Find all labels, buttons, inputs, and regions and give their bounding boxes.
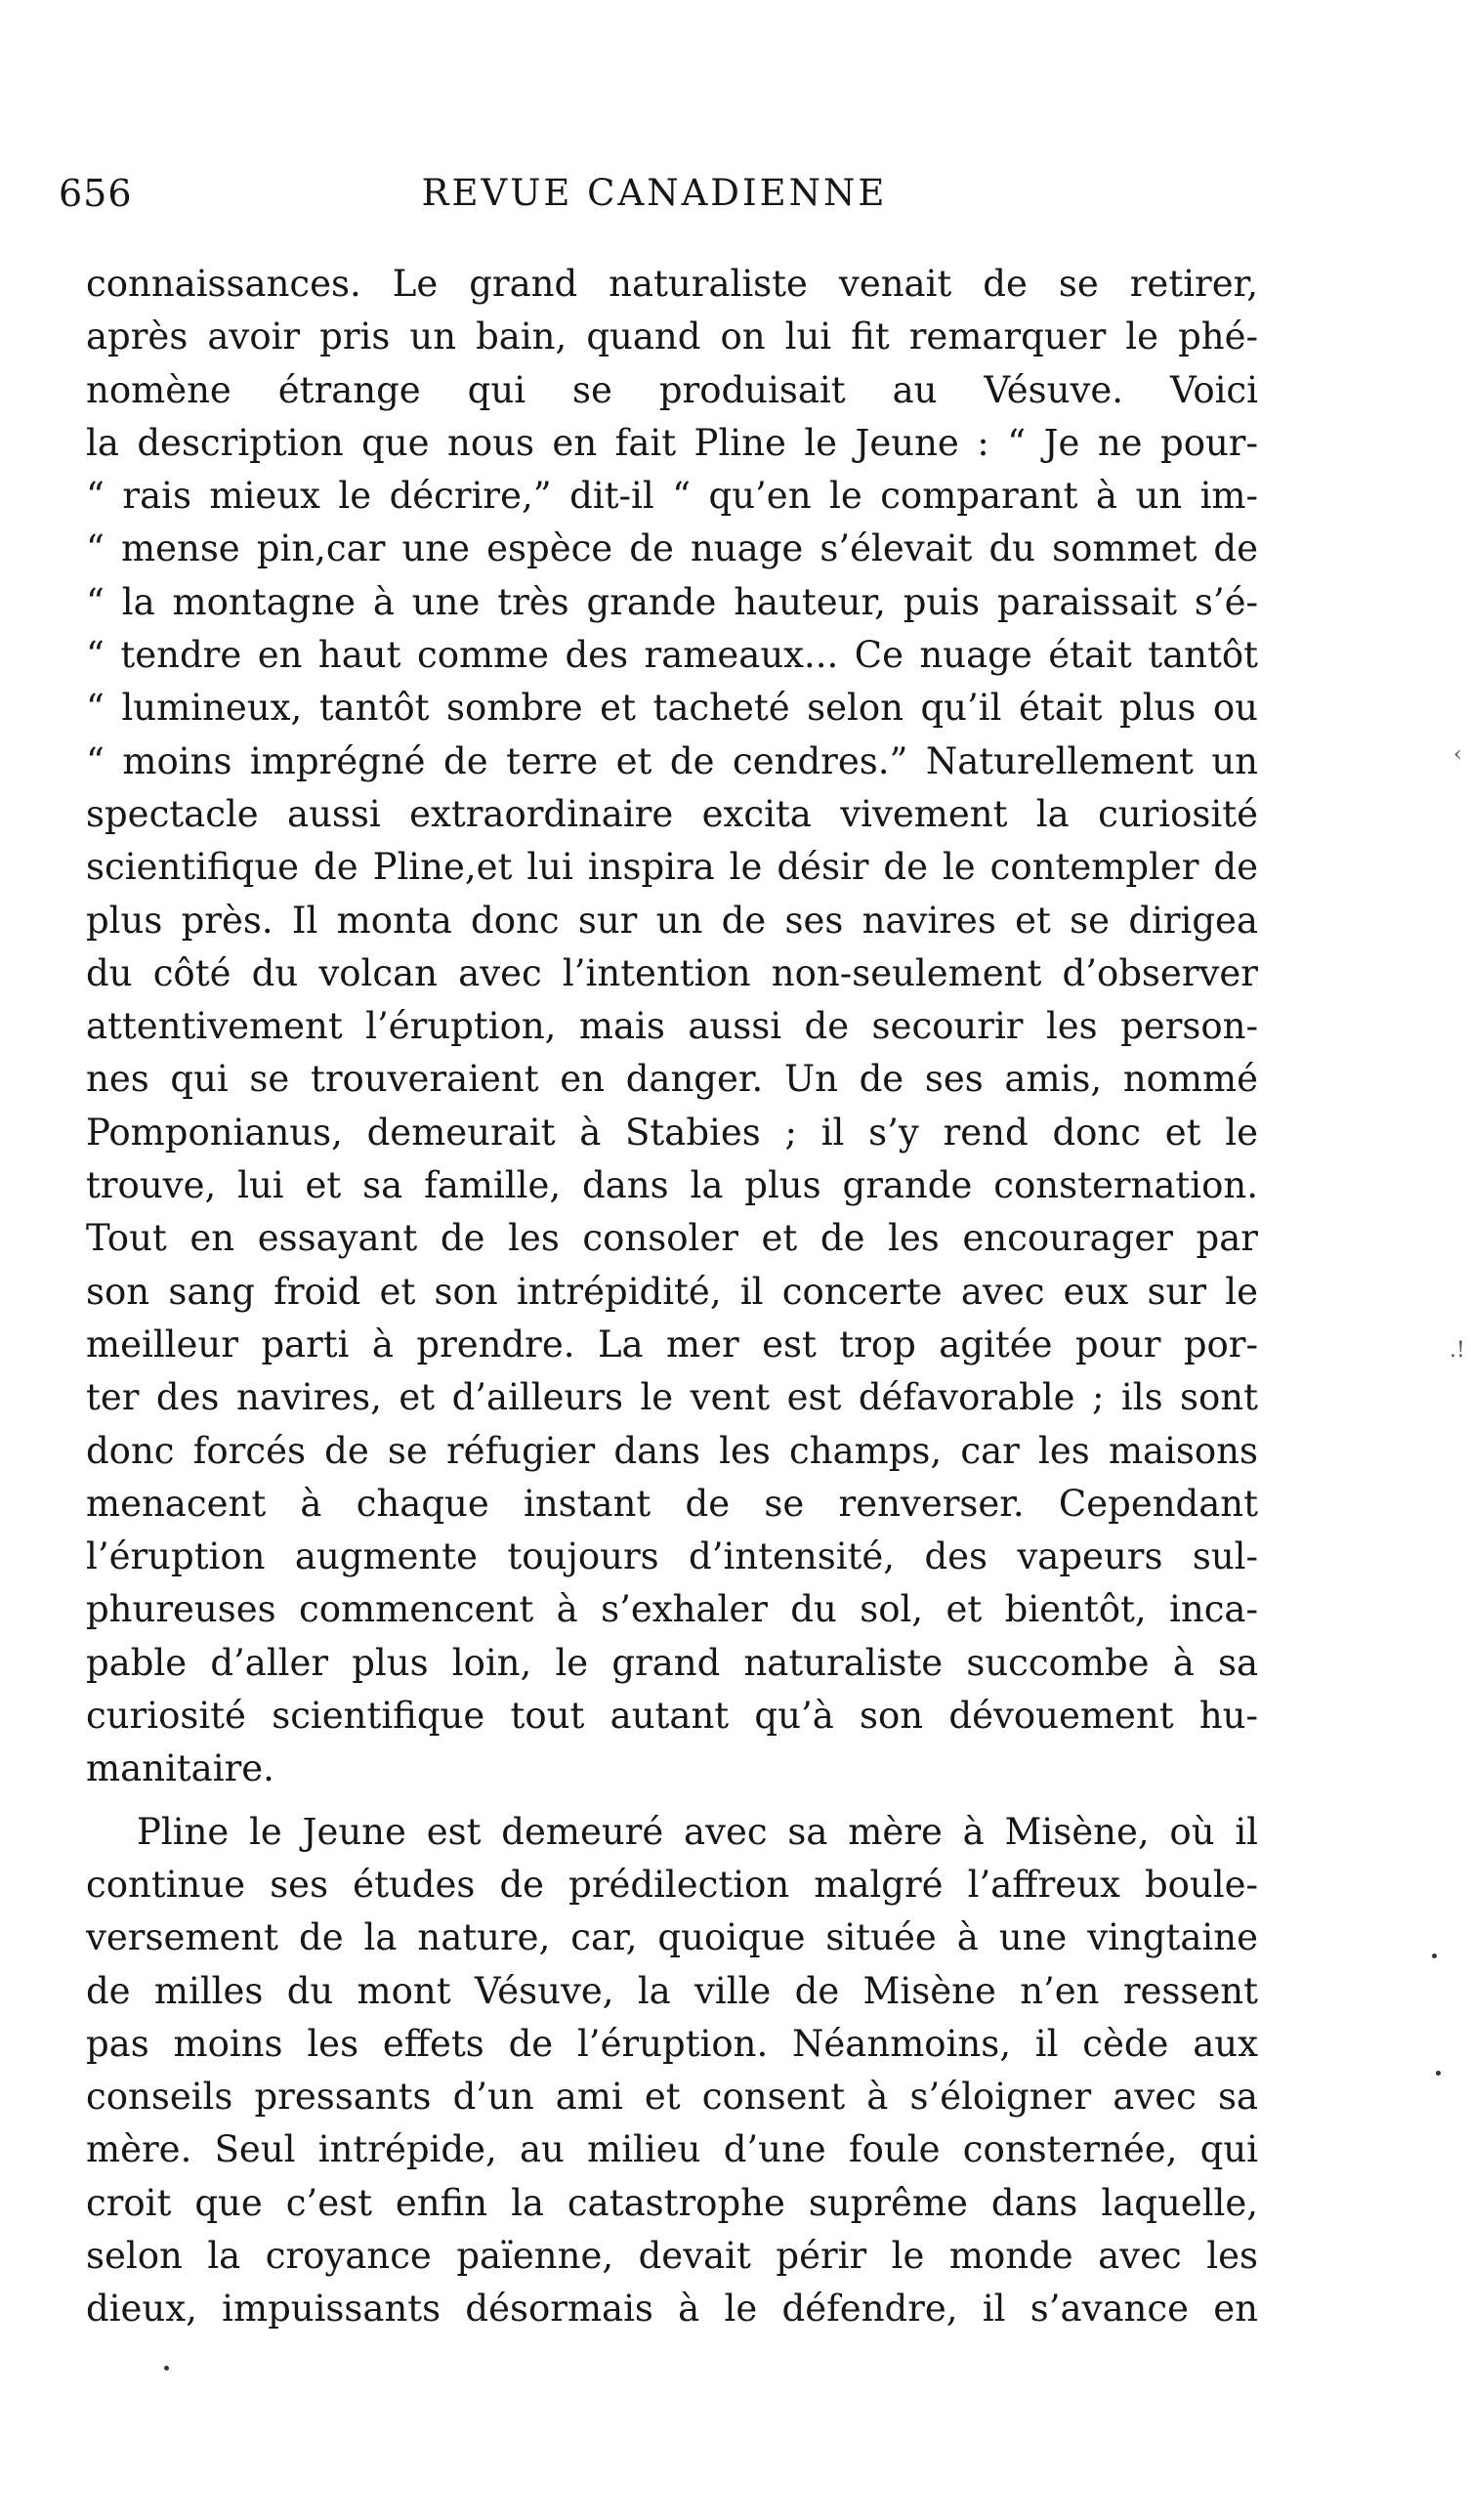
scan-mark: ‹ — [1453, 742, 1462, 767]
text-line: attentivement l’éruption, mais aussi de secourir les person- — [86, 1005, 1258, 1048]
text-line: nomène étrange qui se produisait au Vésuve. Voici — [86, 368, 1258, 411]
text-line: mère. Seul intrépide, au milieu d’une foule consternée, qui — [86, 2128, 1258, 2171]
text-line: ter des navires, et d’ailleurs le vent est défavorable ; ils sont — [86, 1376, 1258, 1419]
text-line: menacent à chaque instant de se renverser. Cependant — [86, 1482, 1258, 1525]
text-line: Pline le Jeune est demeuré avec sa mère à Misène, où il — [137, 1810, 1258, 1853]
text-line: l’éruption augmente toujours d’intensité, des vapeurs sul- — [86, 1535, 1258, 1578]
text-line: donc forcés de se réfugier dans les champs, car les maisons — [86, 1429, 1258, 1472]
paragraph-spacer — [86, 1796, 1258, 1806]
text-line: après avoir pris un bain, quand on lui fit remarquer le phé- — [86, 315, 1258, 358]
text-line: pas moins les effets de l’éruption. Néanmoins, il cède aux — [86, 2022, 1258, 2065]
text-line: “ rais mieux le décrire,” dit-il “ qu’en le comparant à un im- — [86, 475, 1258, 518]
body-text — [86, 258, 1258, 2336]
paragraph-1 — [86, 258, 1258, 1796]
text-line: meilleur parti à prendre. La mer est trop agitée pour por- — [86, 1323, 1258, 1365]
text-line: selon la croyance païenne, devait périr le monde avec les — [86, 2234, 1258, 2277]
text-line: “ moins imprégné de terre et de cendres.” Naturellement un — [86, 739, 1258, 782]
text-line: Pomponianus, demeurait à Stabies ; il s’y rend donc et le — [86, 1111, 1258, 1154]
running-title: REVUE CANADIENNE — [421, 172, 888, 214]
text-line: Tout en essayant de les consoler et de les encourager par — [86, 1217, 1258, 1260]
text-line: connaissances. Le grand naturaliste venait de se retirer, — [86, 263, 1258, 305]
text-line: nes qui se trouveraient en danger. Un de ses amis, nommé — [86, 1058, 1258, 1101]
text-line: la description que nous en fait Pline le Jeune : “ Je ne pour- — [86, 421, 1258, 464]
text-line: versement de la nature, car, quoique située à une vingtaine — [86, 1916, 1258, 1959]
scan-speck — [164, 2366, 169, 2371]
text-line: dieux, impuissants désormais à le défendre, il s’avance en — [86, 2288, 1258, 2331]
text-line: plus près. Il monta donc sur un de ses navires et se dirigea — [86, 899, 1258, 942]
text-line: “ la montagne à une très grande hauteur, puis paraissait s’é- — [86, 580, 1258, 623]
text-line: son sang froid et son intrépidité, il concerte avec eux sur le — [86, 1270, 1258, 1313]
text-line: “ lumineux, tantôt sombre et tacheté selon qu’il était plus ou — [86, 687, 1258, 730]
paragraph-2 — [86, 1806, 1258, 2336]
text-line: continue ses études de prédilection malgré l’affreux boule- — [86, 1863, 1258, 1906]
text-line: curiosité scientifique tout autant qu’à son dévouement hu- — [86, 1695, 1258, 1738]
scan-speck — [1436, 2071, 1441, 2076]
page-number: 656 — [59, 172, 133, 215]
text-line: “ mense pin,car une espèce de nuage s’élevait du sommet de — [86, 527, 1258, 570]
text-line: spectacle aussi extraordinaire excita vivement la curiosité — [86, 792, 1258, 835]
text-line: scientifique de Pline,et lui inspira le désir de le contempler de — [86, 846, 1258, 889]
text-line: pable d’aller plus loin, le grand naturaliste succombe à sa — [86, 1641, 1258, 1684]
text-line: croit que c’est enfin la catastrophe suprême dans laquelle, — [86, 2181, 1258, 2224]
page-header — [59, 172, 1250, 231]
scan-speck — [1432, 1953, 1437, 1958]
text-line: du côté du volcan avec l’intention non-seulement d’observer — [86, 951, 1258, 994]
text-line: de milles du mont Vésuve, la ville de Misène n’en ressent — [86, 1969, 1258, 2012]
text-line: conseils pressants d’un ami et consent à s’éloigner avec sa — [86, 2076, 1258, 2119]
text-line: phureuses commencent à s’exhaler du sol, et bientôt, inca- — [86, 1588, 1258, 1631]
text-line: trouve, lui et sa famille, dans la plus grande consternation. — [86, 1164, 1258, 1207]
text-line: “ tendre en haut comme des rameaux... Ce nuage était tantôt — [86, 634, 1258, 677]
text-line: manitaire. — [86, 1747, 274, 1790]
scan-mark: .! — [1450, 1338, 1465, 1363]
